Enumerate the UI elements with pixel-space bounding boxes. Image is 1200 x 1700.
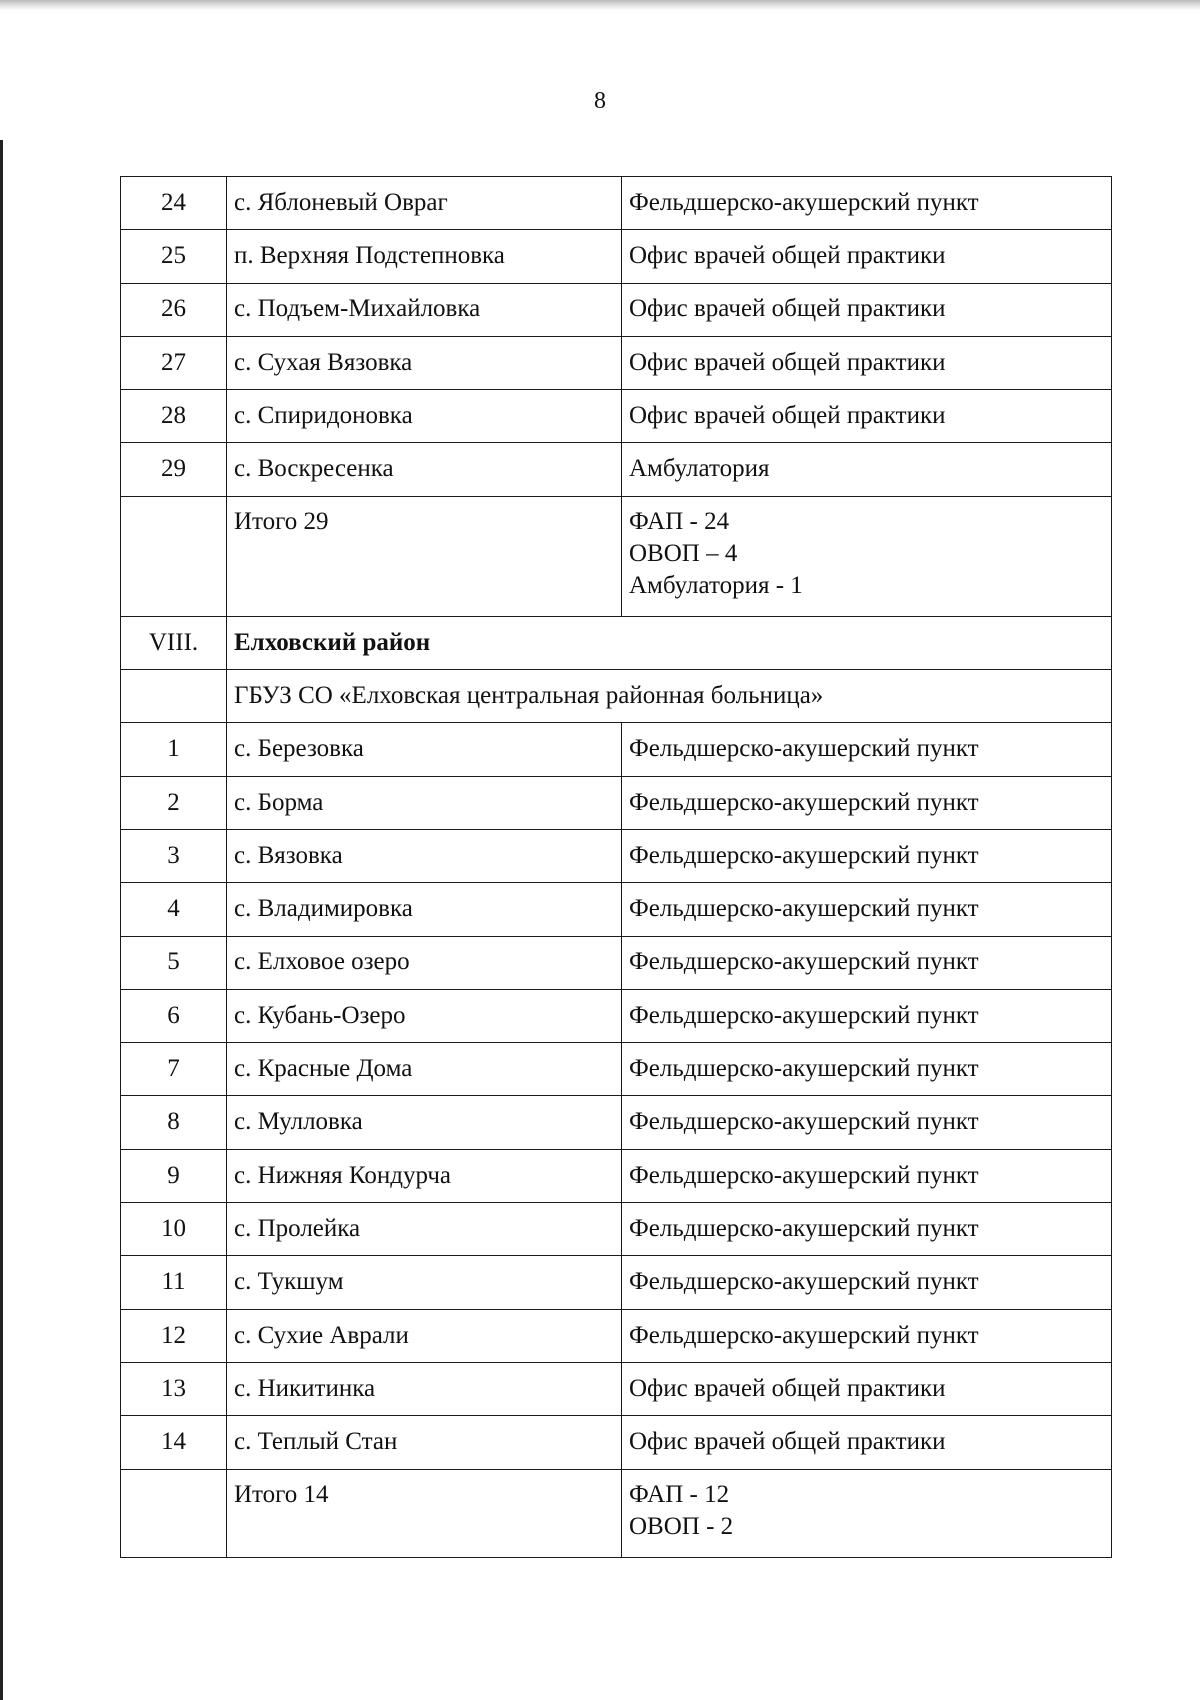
settlement-name: с. Борма xyxy=(227,776,622,829)
table-row xyxy=(121,230,1112,283)
row-number: 4 xyxy=(121,883,227,936)
facility-type: Офис врачей общей практики xyxy=(622,336,1112,389)
facilities-table xyxy=(120,176,1112,1558)
row-number: 27 xyxy=(121,336,227,389)
facility-type: Офис врачей общей практики xyxy=(622,230,1112,283)
facility-type: Офис врачей общей практики xyxy=(622,283,1112,336)
institution-row xyxy=(121,670,1112,723)
settlement-name: с. Нижняя Кондурча xyxy=(227,1149,622,1202)
facility-type: Фельдшерско-акушерский пункт xyxy=(622,1309,1112,1362)
row-number: 5 xyxy=(121,936,227,989)
settlement-name: с. Мулловка xyxy=(227,1096,622,1149)
settlement-name: п. Верхняя Подстепновка xyxy=(227,230,622,283)
settlement-name: с. Красные Дома xyxy=(227,1043,622,1096)
district-number: VIII. xyxy=(121,616,227,669)
facility-type: Фельдшерско-акушерский пункт xyxy=(622,829,1112,882)
row-number: 7 xyxy=(121,1043,227,1096)
total-line: ОВОП – 4 xyxy=(629,539,738,567)
facility-type: Фельдшерско-акушерский пункт xyxy=(622,1149,1112,1202)
settlement-name: с. Сухие Аврали xyxy=(227,1309,622,1362)
total-breakdown xyxy=(622,496,1112,616)
settlement-name: с. Воскресенка xyxy=(227,443,622,496)
table-row xyxy=(121,1096,1112,1149)
total-line: ФАП - 24 xyxy=(629,507,730,535)
facility-type: Фельдшерско-акушерский пункт xyxy=(622,1043,1112,1096)
scan-edge-top xyxy=(0,0,1200,10)
table-row xyxy=(121,1149,1112,1202)
facility-type: Фельдшерско-акушерский пункт xyxy=(622,936,1112,989)
row-number: 8 xyxy=(121,1096,227,1149)
facility-type: Фельдшерско-акушерский пункт xyxy=(622,1096,1112,1149)
scan-edge-left xyxy=(0,140,3,1700)
total-line: ФАП - 12 xyxy=(629,1480,730,1508)
table-row xyxy=(121,936,1112,989)
table-row xyxy=(121,723,1112,776)
district-header-row xyxy=(121,616,1112,669)
facility-type: Офис врачей общей практики xyxy=(622,1362,1112,1415)
table-row xyxy=(121,989,1112,1042)
settlement-name: с. Кубань-Озеро xyxy=(227,989,622,1042)
institution-number-cell xyxy=(121,670,227,723)
total-number-cell xyxy=(121,496,227,616)
row-number: 3 xyxy=(121,829,227,882)
row-number: 13 xyxy=(121,1362,227,1415)
row-number: 25 xyxy=(121,230,227,283)
district-title: Елховский район xyxy=(227,616,1112,669)
facility-type: Фельдшерско-акушерский пункт xyxy=(622,1203,1112,1256)
table-row xyxy=(121,1043,1112,1096)
table-row xyxy=(121,1416,1112,1469)
table-row xyxy=(121,1309,1112,1362)
total-row xyxy=(121,1469,1112,1557)
settlement-name: с. Никитинка xyxy=(227,1362,622,1415)
total-label: Итого 14 xyxy=(227,1469,622,1557)
settlement-name: с. Тукшум xyxy=(227,1256,622,1309)
settlement-name: с. Спиридоновка xyxy=(227,390,622,443)
total-line: ОВОП - 2 xyxy=(629,1512,734,1540)
facility-type: Фельдшерско-акушерский пункт xyxy=(622,177,1112,230)
total-label: Итого 29 xyxy=(227,496,622,616)
row-number: 2 xyxy=(121,776,227,829)
facility-type: Фельдшерско-акушерский пункт xyxy=(622,723,1112,776)
settlement-name: с. Яблоневый Овраг xyxy=(227,177,622,230)
row-number: 6 xyxy=(121,989,227,1042)
table-row xyxy=(121,390,1112,443)
table-row xyxy=(121,177,1112,230)
facility-type: Офис врачей общей практики xyxy=(622,1416,1112,1469)
table-row xyxy=(121,829,1112,882)
settlement-name: с. Теплый Стан xyxy=(227,1416,622,1469)
row-number: 10 xyxy=(121,1203,227,1256)
total-line: Амбулатория - 1 xyxy=(629,571,803,599)
row-number: 9 xyxy=(121,1149,227,1202)
row-number: 29 xyxy=(121,443,227,496)
settlement-name: с. Подъем-Михайловка xyxy=(227,283,622,336)
settlement-name: с. Елховое озеро xyxy=(227,936,622,989)
settlement-name: с. Сухая Вязовка xyxy=(227,336,622,389)
table-row xyxy=(121,1203,1112,1256)
total-breakdown xyxy=(622,1469,1112,1557)
table-row xyxy=(121,776,1112,829)
facility-type: Фельдшерско-акушерский пункт xyxy=(622,776,1112,829)
table-row xyxy=(121,1256,1112,1309)
row-number: 12 xyxy=(121,1309,227,1362)
facility-type: Фельдшерско-акушерский пункт xyxy=(622,1256,1112,1309)
institution-name: ГБУЗ СО «Елховская центральная районная больница» xyxy=(227,670,1112,723)
table-row xyxy=(121,283,1112,336)
settlement-name: с. Вязовка xyxy=(227,829,622,882)
table-row xyxy=(121,883,1112,936)
table-row xyxy=(121,443,1112,496)
facility-type: Амбулатория xyxy=(622,443,1112,496)
total-row xyxy=(121,496,1112,616)
settlement-name: с. Владимировка xyxy=(227,883,622,936)
row-number: 28 xyxy=(121,390,227,443)
page-number: 8 xyxy=(594,88,606,114)
settlement-name: с. Березовка xyxy=(227,723,622,776)
table-row xyxy=(121,1362,1112,1415)
row-number: 24 xyxy=(121,177,227,230)
row-number: 1 xyxy=(121,723,227,776)
row-number: 14 xyxy=(121,1416,227,1469)
facility-type: Офис врачей общей практики xyxy=(622,390,1112,443)
total-number-cell xyxy=(121,1469,227,1557)
facility-type: Фельдшерско-акушерский пункт xyxy=(622,883,1112,936)
row-number: 11 xyxy=(121,1256,227,1309)
table-row xyxy=(121,336,1112,389)
facility-type: Фельдшерско-акушерский пункт xyxy=(622,989,1112,1042)
settlement-name: с. Пролейка xyxy=(227,1203,622,1256)
row-number: 26 xyxy=(121,283,227,336)
